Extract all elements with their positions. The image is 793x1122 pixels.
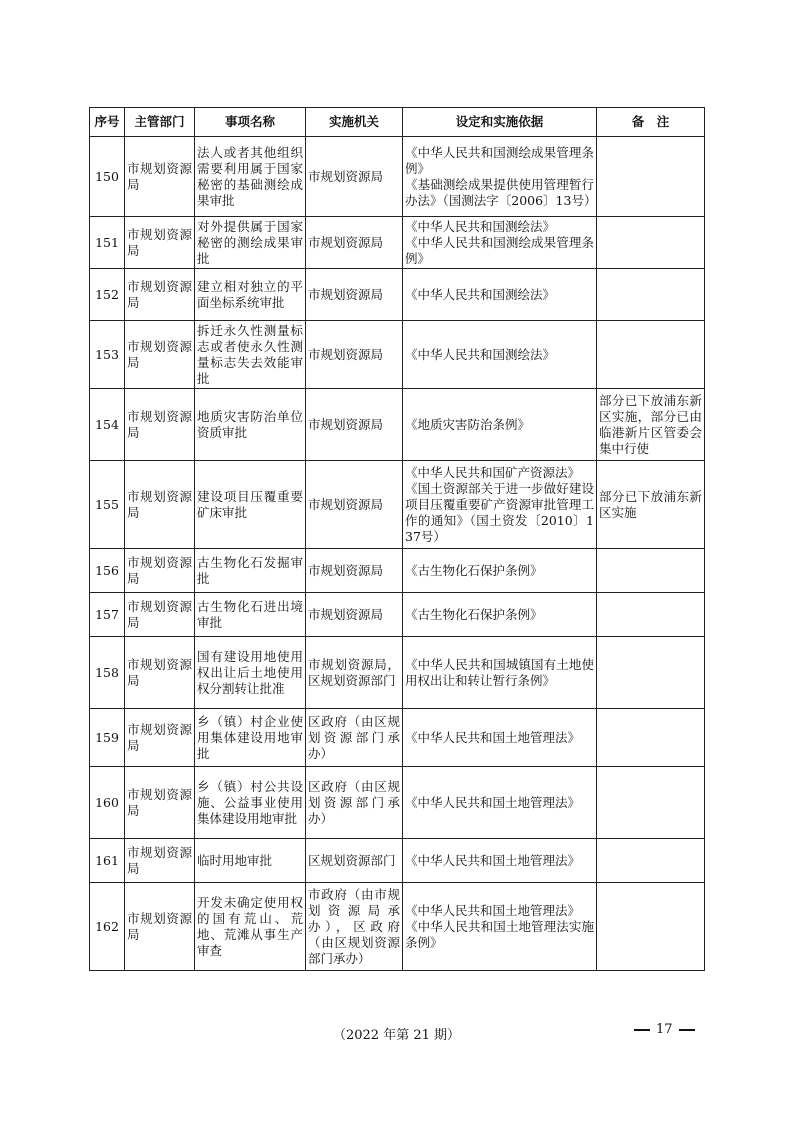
table-row [90, 839, 705, 883]
dept-cell: 市规划资源局 [125, 389, 195, 461]
agency-cell: 区规划资源部门 [306, 839, 403, 883]
row-number: 152 [90, 269, 125, 321]
remark-cell [597, 549, 705, 593]
row-number: 150 [90, 137, 125, 217]
basis-cell: 《中华人民共和国土地管理法》 [403, 839, 597, 883]
table-body [90, 137, 705, 971]
row-number: 155 [90, 461, 125, 549]
dept-cell: 市规划资源局 [125, 269, 195, 321]
basis-cell: 《中华人民共和国矿产资源法》 《国土资源部关于进一步做好建设项目压覆重要矿产资源审批管理工作的通知》（国土资发〔2010〕137号） [403, 461, 597, 549]
agency-cell: 市规划资源局 [306, 389, 403, 461]
agency-cell: 市规划资源局 [306, 269, 403, 321]
row-number: 156 [90, 549, 125, 593]
table-row [90, 217, 705, 269]
table-row [90, 269, 705, 321]
remark-cell [597, 767, 705, 839]
basis-cell: 《地质灾害防治条例》 [403, 389, 597, 461]
agency-cell: 市政府（由市规划资源局承办），区政府（由区规划资源部门承办） [306, 883, 403, 971]
dept-cell: 市规划资源局 [125, 709, 195, 767]
remark-cell [597, 839, 705, 883]
remark-cell [597, 269, 705, 321]
agency-cell: 市规划资源局 [306, 593, 403, 637]
page-number-text: 17 [656, 1022, 673, 1037]
basis-cell: 《中华人民共和国测绘成果管理条例》 《基础测绘成果提供使用管理暂行办法》（国测法字〔2006〕13号） [403, 137, 597, 217]
table-header-row [90, 108, 705, 137]
dash-left [634, 1029, 650, 1031]
item-name-cell: 古生物化石发掘审批 [195, 549, 306, 593]
table-row [90, 709, 705, 767]
remark-cell [597, 709, 705, 767]
basis-cell: 《中华人民共和国测绘法》 [403, 269, 597, 321]
row-number: 157 [90, 593, 125, 637]
remark-cell [597, 321, 705, 389]
row-number: 158 [90, 637, 125, 709]
remark-cell: 部分已下放浦东新区实施 [597, 461, 705, 549]
table-row [90, 637, 705, 709]
dept-cell: 市规划资源局 [125, 321, 195, 389]
table-row [90, 549, 705, 593]
dept-cell: 市规划资源局 [125, 883, 195, 971]
basis-cell: 《中华人民共和国土地管理法》 [403, 709, 597, 767]
issue-label: （2022 年第 21 期） [332, 1028, 461, 1043]
header-no: 序号 [90, 108, 125, 137]
row-number: 160 [90, 767, 125, 839]
agency-cell: 市规划资源局 [306, 321, 403, 389]
remark-cell: 部分已下放浦东新区实施，部分已由临港新片区管委会集中行使 [597, 389, 705, 461]
page-number [628, 1022, 701, 1037]
agency-cell: 市规划资源局 [306, 217, 403, 269]
item-name-cell: 建设项目压覆重要矿床审批 [195, 461, 306, 549]
dept-cell: 市规划资源局 [125, 549, 195, 593]
item-name-cell: 古生物化石进出境审批 [195, 593, 306, 637]
table-row [90, 321, 705, 389]
table-row [90, 461, 705, 549]
header-basis: 设定和实施依据 [403, 108, 597, 137]
row-number: 151 [90, 217, 125, 269]
header-dept: 主管部门 [125, 108, 195, 137]
remark-cell [597, 217, 705, 269]
remark-cell [597, 883, 705, 971]
table-row [90, 137, 705, 217]
table-row [90, 389, 705, 461]
basis-cell: 《中华人民共和国测绘法》 [403, 321, 597, 389]
row-number: 154 [90, 389, 125, 461]
item-name-cell: 临时用地审批 [195, 839, 306, 883]
dept-cell: 市规划资源局 [125, 461, 195, 549]
item-name-cell: 乡（镇）村企业使用集体建设用地审批 [195, 709, 306, 767]
item-name-cell: 地质灾害防治单位资质审批 [195, 389, 306, 461]
row-number: 162 [90, 883, 125, 971]
agency-cell: 市规划资源局 [306, 549, 403, 593]
dept-cell: 市规划资源局 [125, 839, 195, 883]
header-item: 事项名称 [195, 108, 306, 137]
remark-cell [597, 137, 705, 217]
basis-cell: 《中华人民共和国土地管理法》 《中华人民共和国土地管理法实施条例》 [403, 883, 597, 971]
item-name-cell: 建立相对独立的平面坐标系统审批 [195, 269, 306, 321]
item-name-cell: 法人或者其他组织需要利用属于国家秘密的基础测绘成果审批 [195, 137, 306, 217]
remark-cell [597, 637, 705, 709]
basis-cell: 《古生物化石保护条例》 [403, 549, 597, 593]
remark-cell [597, 593, 705, 637]
dash-right [679, 1029, 695, 1031]
row-number: 153 [90, 321, 125, 389]
item-name-cell: 开发未确定使用权的国有荒山、荒地、荒滩从事生产审查 [195, 883, 306, 971]
row-number: 159 [90, 709, 125, 767]
dept-cell: 市规划资源局 [125, 767, 195, 839]
agency-cell: 区政府（由区规划资源部门承办） [306, 709, 403, 767]
agency-cell: 区政府（由区规划资源部门承办） [306, 767, 403, 839]
basis-cell: 《中华人民共和国测绘法》 《中华人民共和国测绘成果管理条例》 [403, 217, 597, 269]
item-name-cell: 乡（镇）村公共设施、公益事业使用集体建设用地审批 [195, 767, 306, 839]
header-remark: 备 注 [597, 108, 705, 137]
agency-cell: 市规划资源局 [306, 461, 403, 549]
basis-cell: 《中华人民共和国城镇国有土地使用权出让和转让暂行条例》 [403, 637, 597, 709]
item-name-cell: 对外提供属于国家秘密的测绘成果审批 [195, 217, 306, 269]
row-number: 161 [90, 839, 125, 883]
table-row [90, 883, 705, 971]
item-name-cell: 拆迁永久性测量标志或者使永久性测量标志失去效能审批 [195, 321, 306, 389]
header-agency: 实施机关 [306, 108, 403, 137]
table-row [90, 767, 705, 839]
item-name-cell: 国有建设用地使用权出让后土地使用权分割转让批准 [195, 637, 306, 709]
dept-cell: 市规划资源局 [125, 217, 195, 269]
dept-cell: 市规划资源局 [125, 593, 195, 637]
agency-cell: 市规划资源局 [306, 137, 403, 217]
approval-items-table [89, 107, 705, 971]
dept-cell: 市规划资源局 [125, 137, 195, 217]
agency-cell: 市规划资源局，区规划资源部门 [306, 637, 403, 709]
basis-cell: 《中华人民共和国土地管理法》 [403, 767, 597, 839]
table-row [90, 593, 705, 637]
dept-cell: 市规划资源局 [125, 637, 195, 709]
basis-cell: 《古生物化石保护条例》 [403, 593, 597, 637]
